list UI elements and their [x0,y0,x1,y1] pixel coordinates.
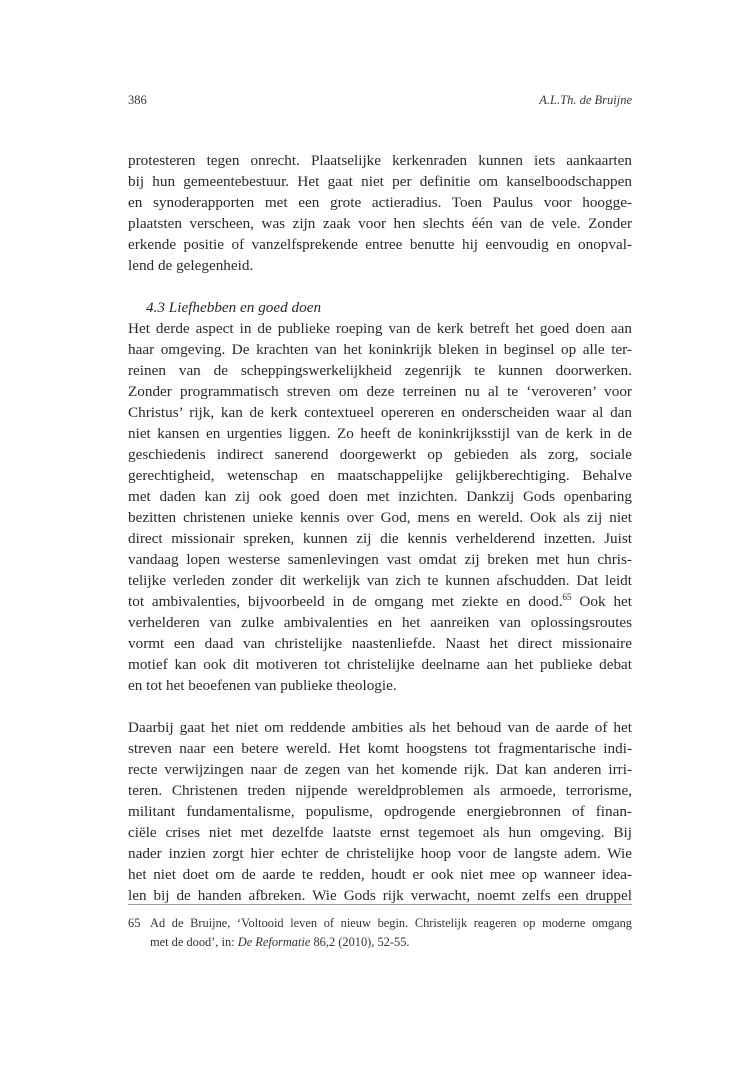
footnote-line: Ad de Bruijne, ‘Voltooid leven of nieuw begin. Christelijk reageren op moderne omgang [150,916,632,930]
text-line-with-footnote [128,591,632,612]
text-line: Daarbij gaat het niet om reddende ambities als het behoud van de aarde of het [128,719,632,736]
text-line: motief kan ook dit motiveren tot christelijke deelname aan het publieke debat [128,656,632,673]
paragraph-2 [128,318,632,696]
text-line: met daden kan zij ook goed doen met inzichten. Dankzij Gods openbaring [128,488,632,505]
body-text [128,150,632,906]
journal-title: De Reformatie [237,935,311,949]
text-line: streven naar een betere wereld. Het komt hoogstens tot fragmentarische indi- [128,740,632,757]
text-segment: Ook het [571,593,632,610]
text-line: telijke verleden zonder dit werkelijk van zich te kunnen afschudden. Dat leidt [128,572,632,589]
text-line: haar omgeving. De krachten van het koninkrijk bleken in beginsel op alle ter- [128,341,632,358]
text-line: teren. Christenen treden nijpende wereldproblemen als armoede, terrorisme, [128,782,632,799]
text-line: recte verwijzingen naar de zegen van het komende rijk. Dat kan anderen irri- [128,761,632,778]
text-line: en tot het beoefenen van publieke theologie. [128,677,397,694]
text-line: bij hun gemeentebestuur. Het gaat niet per definitie om kanselboodschappen [128,173,632,190]
text-line: bezitten christenen unieke kennis over God, mens en wereld. Ook als zij niet [128,509,632,526]
text-line: het niet doet om de aarde te redden, houdt er ook niet mee op wanneer idea- [128,866,632,883]
footnote-text [150,914,632,952]
footnote-line [150,933,632,952]
footnote-number: 65 [128,916,141,930]
text-segment: met de dood’, in: [150,935,238,949]
text-line: reinen van de scheppingswerkelijkheid zegenrijk te kunnen doorwerken. [128,362,632,379]
text-line: Christus’ rijk, kan de kerk contextueel opereren en onderscheiden waar al dan [128,404,632,421]
text-segment: 86,2 (2010), 52-55. [310,935,410,949]
text-line: militant fundamentalisme, populisme, opdrogende energiebronnen of finan- [128,803,632,820]
text-segment: tot ambivalenties, bijvoorbeeld in de omgang met ziekte en dood. [128,593,563,610]
text-line: geschiedenis indirect sanerend doorgewerkt op gebieden als zorg, sociale [128,446,632,463]
text-line: Het derde aspect in de publieke roeping van de kerk betreft het goed doen aan [128,320,632,337]
text-line: nader inzien zorgt hier echter de christelijke hoop voor de langste adem. Wie [128,845,632,862]
paragraph-3 [128,717,632,906]
text-line: lend de gelegenheid. [128,257,254,274]
text-line: Zonder programmatisch streven om deze terreinen nu al te ‘veroveren’ voor [128,383,632,400]
text-line: len bij de handen afbreken. Wie Gods rijk verwacht, noemt zelfs een druppel [128,887,632,904]
text-line: gerechtigheid, wetenschap en maatschappelijke gelijkberechtiging. Behalve [128,467,632,484]
paragraph-1 [128,150,632,276]
section-heading: 4.3 Liefhebben en goed doen [146,299,322,316]
text-line: erkende positie of vanzelfsprekende entree benutte hij eenvoudig en onopval- [128,236,632,253]
text-line: verhelderen van zulke ambivalenties en het aanreiken van oplossingsroutes [128,614,632,631]
text-line: niet kansen en urgenties liggen. Zo heeft de koninkrijksstijl van de kerk in de [128,425,632,442]
footnote-reference[interactable]: 65 [562,591,572,602]
footnote-divider [128,904,632,905]
running-author: A.L.Th. de Bruijne [539,93,632,107]
text-line: en synoderapporten met een grote actieradius. Toen Paulus voor hoogge- [128,194,632,211]
text-line: vormt een daad van christelijke naastenliefde. Naast het direct missionaire [128,635,632,652]
running-header [128,92,632,108]
text-line: ciële crises niet met dezelfde laatste ernst tegemoet als hun omgeving. Bij [128,824,632,841]
text-line: protesteren tegen onrecht. Plaatselijke kerkenraden kunnen iets aankaarten [128,152,632,169]
text-line: plaatsten verscheen, was zijn zaak voor hen slechts één van de vele. Zonder [128,215,632,232]
text-line: direct missionair spreken, kunnen zij die kennis verhelderend inzetten. Juist [128,530,632,547]
footnote [128,914,632,952]
text-line: vandaag lopen westerse samenlevingen vast omdat zij breken met hun chris- [128,551,632,568]
page-number: 386 [128,93,147,107]
